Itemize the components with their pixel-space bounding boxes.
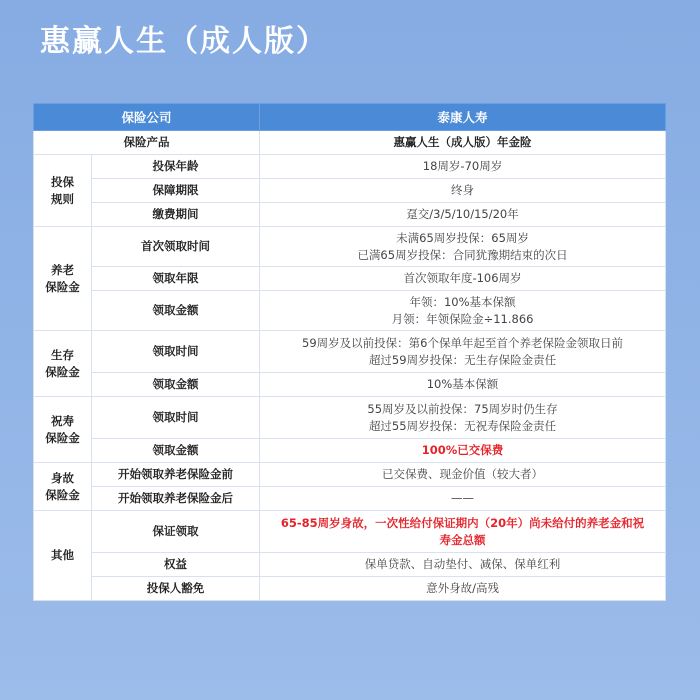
row-value: 意外身故/高残	[260, 577, 666, 601]
row-label: 领取年限	[92, 267, 260, 291]
product-table	[33, 103, 666, 601]
row-label: 权益	[92, 553, 260, 577]
row-label: 领取时间	[92, 331, 260, 373]
value-line: 已满65周岁投保：合同犹豫期结束的次日	[357, 247, 568, 262]
row-value	[260, 397, 666, 439]
row-value	[260, 291, 666, 331]
row-label: 开始领取养老保险金前	[92, 463, 260, 487]
row-label: 投保人豁免	[92, 577, 260, 601]
category-cell-death	[34, 463, 92, 511]
row-label: 开始领取养老保险金后	[92, 487, 260, 511]
value-line: 寿金总额	[439, 532, 486, 547]
row-label: 投保年龄	[92, 155, 260, 179]
table-row	[34, 487, 666, 511]
row-value: 18周岁-70周岁	[260, 155, 666, 179]
row-label: 首次领取时间	[92, 227, 260, 267]
category-label: 生存 保险金	[45, 347, 80, 379]
row-value: 已交保费、现金价值（较大者）	[260, 463, 666, 487]
row-value	[260, 227, 666, 267]
row-label: 领取金额	[92, 291, 260, 331]
value-line: 59周岁及以前投保：第6个保单年起至首个养老保险金领取日前	[302, 335, 623, 350]
row-label: 缴费期间	[92, 203, 260, 227]
row-value: 终身	[260, 179, 666, 203]
row-label: 保障期限	[92, 179, 260, 203]
row-label: 领取金额	[92, 439, 260, 463]
value-line: 超过59周岁投保：无生存保险金责任	[368, 352, 557, 367]
table-row	[34, 203, 666, 227]
category-label: 祝寿 保险金	[45, 413, 80, 445]
table-row	[34, 155, 666, 179]
table-row	[34, 397, 666, 439]
table-row	[34, 179, 666, 203]
category-cell-longevity	[34, 397, 92, 463]
header-company-value: 泰康人寿	[260, 104, 666, 131]
category-cell-pension	[34, 227, 92, 331]
category-label: 养老 保险金	[45, 262, 80, 294]
row-label: 保证领取	[92, 511, 260, 553]
category-label: 身故 保险金	[45, 470, 80, 502]
value-line: 55周岁及以前投保：75周岁时仍生存	[367, 401, 558, 416]
table-row	[34, 291, 666, 331]
value-line: 年领：10%基本保额	[409, 294, 516, 309]
table-row	[34, 227, 666, 267]
row-label: 领取时间	[92, 397, 260, 439]
value-line: 月领：年领保险金÷11.866	[391, 311, 534, 326]
table-row	[34, 331, 666, 373]
table-row	[34, 439, 666, 463]
row-value: ——	[260, 487, 666, 511]
value-line: 未满65周岁投保：65周岁	[396, 230, 529, 245]
value-line: 65-85周岁身故，一次性给付保证期内（20年）尚未给付的养老金和祝	[280, 515, 645, 530]
category-cell-survival	[34, 331, 92, 397]
table-row	[34, 267, 666, 291]
row-value: 10%基本保额	[260, 373, 666, 397]
row-value-highlight: 100%已交保费	[260, 439, 666, 463]
value-line: 超过55周岁投保：无祝寿保险金责任	[368, 418, 557, 433]
row-value-highlight	[260, 511, 666, 553]
row-label: 领取金额	[92, 373, 260, 397]
table-row-product	[34, 131, 666, 155]
table-row	[34, 373, 666, 397]
row-value: 首次领取年度-106周岁	[260, 267, 666, 291]
page-title: 惠赢人生（成人版）	[40, 24, 328, 59]
row-value	[260, 331, 666, 373]
table-header-row	[34, 104, 666, 131]
row-value: 保单贷款、自动垫付、减保、保单红利	[260, 553, 666, 577]
comparison-table-container	[33, 103, 665, 601]
product-label: 保险产品	[34, 131, 260, 155]
category-label: 其他	[51, 548, 74, 562]
product-value: 惠赢人生（成人版）年金险	[260, 131, 666, 155]
table-row	[34, 553, 666, 577]
category-cell-other	[34, 511, 92, 601]
category-label: 投保 规则	[51, 174, 74, 206]
row-value: 趸交/3/5/10/15/20年	[260, 203, 666, 227]
table-row	[34, 463, 666, 487]
header-company-label: 保险公司	[34, 104, 260, 131]
category-cell-rules	[34, 155, 92, 227]
table-row	[34, 577, 666, 601]
table-row	[34, 511, 666, 553]
